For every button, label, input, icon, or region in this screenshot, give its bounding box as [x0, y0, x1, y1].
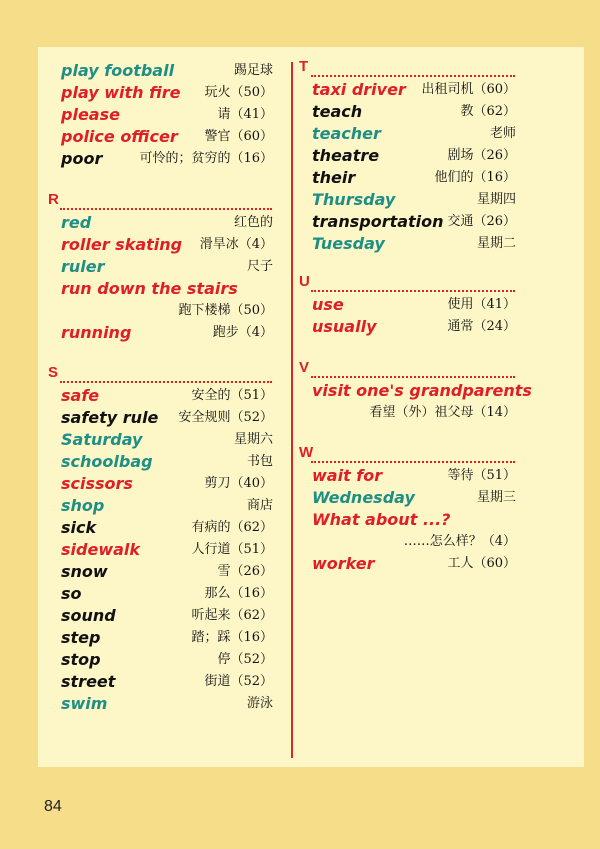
glossary-entry — [299, 465, 519, 487]
entry-word: running — [61, 323, 132, 342]
entry-meaning: 星期二 — [476, 236, 516, 251]
entry-word: street — [61, 672, 116, 691]
entry-meaning: 工人（60） — [447, 556, 516, 571]
glossary-entry — [48, 561, 276, 583]
entry-meaning: 星期四 — [476, 192, 516, 207]
glossary-entry — [299, 380, 532, 402]
glossary-entry — [48, 256, 276, 278]
entry-meaning: 滑旱冰（4） — [199, 237, 273, 252]
entry-meaning: 停（52） — [217, 652, 273, 667]
glossary-entry — [48, 385, 276, 407]
entry-word: Wednesday — [312, 488, 415, 507]
glossary-entry — [48, 322, 276, 344]
entry-word: usually — [312, 317, 377, 336]
entry-word: run down the stairs — [61, 279, 238, 298]
glossary-entry — [48, 693, 276, 715]
section-letter: V — [299, 359, 310, 376]
entry-meaning: ……怎么样？（4） — [403, 534, 516, 549]
glossary-entry — [48, 148, 276, 170]
glossary-entry — [48, 60, 276, 82]
glossary-entry — [299, 233, 519, 255]
glossary-entry — [48, 104, 276, 126]
entry-word: teach — [312, 102, 363, 121]
entry-meaning: 剧场（26） — [447, 148, 516, 163]
glossary-entry — [299, 145, 519, 167]
entry-word: roller skating — [61, 235, 183, 254]
glossary-entry — [299, 553, 519, 575]
entry-word: so — [61, 584, 82, 603]
entry-word: sound — [61, 606, 116, 625]
entry-word: play with fire — [61, 83, 181, 102]
entry-meaning: 请（41） — [217, 107, 273, 122]
glossary-entry — [48, 451, 276, 473]
page-number: 84 — [44, 798, 62, 815]
entry-word: play football — [61, 61, 175, 80]
glossary-entry — [48, 300, 276, 322]
section-letter: S — [48, 364, 59, 381]
entry-meaning: 剪刀（40） — [204, 476, 273, 491]
entry-meaning: 人行道（51） — [191, 542, 273, 557]
entry-meaning: 星期六 — [233, 432, 273, 447]
glossary-entry — [299, 123, 519, 145]
glossary-entry — [299, 531, 519, 553]
glossary-entry — [299, 167, 519, 189]
entry-word: transportation — [312, 212, 444, 231]
glossary-entry — [48, 517, 276, 539]
glossary-entry — [299, 487, 519, 509]
glossary-entry — [48, 649, 276, 671]
glossary-entry — [299, 101, 519, 123]
entry-meaning: 踢足球 — [233, 63, 273, 78]
glossary-entry — [48, 407, 276, 429]
entry-meaning: 老师 — [489, 126, 516, 141]
glossary-entry — [48, 539, 276, 561]
glossary-entry — [299, 189, 519, 211]
entry-meaning: 雪（26） — [217, 564, 273, 579]
section-dotted-rule — [311, 461, 515, 463]
section-dotted-rule — [311, 290, 515, 292]
entry-meaning: 可怜的；贫穷的（16） — [139, 151, 273, 166]
entry-word: sick — [61, 518, 97, 537]
entry-word: shop — [61, 496, 105, 515]
entry-meaning: 教（62） — [460, 104, 516, 119]
section-dotted-rule — [60, 381, 272, 383]
entry-meaning: 街道（52） — [204, 674, 273, 689]
entry-word: wait for — [312, 466, 383, 485]
entry-meaning: 听起来（62） — [191, 608, 273, 623]
entry-word: safe — [61, 386, 100, 405]
entry-word: Thursday — [312, 190, 396, 209]
entry-word: please — [61, 105, 120, 124]
entry-meaning: 红色的 — [233, 215, 273, 230]
entry-word: worker — [312, 554, 375, 573]
entry-word: swim — [61, 694, 108, 713]
glossary-entry — [48, 605, 276, 627]
glossary-entry — [299, 79, 519, 101]
entry-meaning: 那么（16） — [204, 586, 273, 601]
entry-meaning: 警官（60） — [204, 129, 273, 144]
entry-meaning: 看望（外）祖父母（14） — [369, 405, 516, 420]
entry-word: safety rule — [61, 408, 159, 427]
entry-meaning: 跑步（4） — [212, 325, 273, 340]
glossary-entry — [48, 234, 276, 256]
glossary-entry — [48, 429, 276, 451]
entry-meaning: 游泳 — [246, 696, 273, 711]
section-dotted-rule — [60, 208, 272, 210]
glossary-entry — [299, 316, 519, 338]
entry-meaning: 玩火（50） — [204, 85, 273, 100]
entry-word: use — [312, 295, 344, 314]
entry-word: Tuesday — [312, 234, 385, 253]
entry-meaning: 通常（24） — [447, 319, 516, 334]
entry-meaning: 尺子 — [246, 259, 273, 274]
entry-meaning: 出租司机（60） — [421, 82, 516, 97]
glossary-entry — [48, 278, 276, 300]
entry-meaning: 等待（51） — [447, 468, 516, 483]
entry-word: teacher — [312, 124, 381, 143]
section-letter: R — [48, 191, 59, 208]
entry-word: scissors — [61, 474, 133, 493]
entry-meaning: 商店 — [246, 498, 273, 513]
entry-word: step — [61, 628, 101, 647]
glossary-entry — [48, 627, 276, 649]
entry-meaning: 跑下楼梯（50） — [178, 303, 273, 318]
glossary-entry — [48, 583, 276, 605]
glossary-entry — [299, 509, 519, 531]
entry-word: schoolbag — [61, 452, 153, 471]
entry-meaning: 星期三 — [476, 490, 516, 505]
entry-word: theatre — [312, 146, 380, 165]
entry-word: red — [61, 213, 92, 232]
entry-meaning: 有病的（62） — [191, 520, 273, 535]
entry-meaning: 踏；踩（16） — [191, 630, 273, 645]
glossary-entry — [48, 495, 276, 517]
glossary-entry — [48, 473, 276, 495]
column-divider — [291, 62, 293, 758]
section-letter: W — [299, 444, 314, 461]
entry-word: What about ...? — [312, 510, 451, 529]
glossary-entry — [299, 402, 519, 424]
section-dotted-rule — [311, 75, 515, 77]
glossary-entry — [48, 82, 276, 104]
entry-word: Saturday — [61, 430, 143, 449]
section-letter: U — [299, 273, 310, 290]
entry-word: sidewalk — [61, 540, 141, 559]
glossary-entry — [299, 211, 519, 233]
entry-meaning: 交通（26） — [447, 214, 516, 229]
entry-word: ruler — [61, 257, 105, 276]
entry-word: snow — [61, 562, 108, 581]
entry-meaning: 安全规则（52） — [178, 410, 273, 425]
entry-word: visit one's grandparents — [312, 381, 532, 400]
section-letter: T — [299, 58, 309, 75]
glossary-entry — [48, 212, 276, 234]
entry-meaning: 使用（41） — [447, 297, 516, 312]
entry-meaning: 他们的（16） — [434, 170, 516, 185]
entry-meaning: 安全的（51） — [191, 388, 273, 403]
entry-word: police officer — [61, 127, 178, 146]
glossary-entry — [48, 126, 276, 148]
entry-word: poor — [61, 149, 103, 168]
section-dotted-rule — [311, 376, 515, 378]
entry-word: their — [312, 168, 356, 187]
entry-word: taxi driver — [312, 80, 406, 99]
glossary-entry — [48, 671, 276, 693]
entry-word: stop — [61, 650, 101, 669]
glossary-entry — [299, 294, 519, 316]
entry-meaning: 书包 — [246, 454, 273, 469]
